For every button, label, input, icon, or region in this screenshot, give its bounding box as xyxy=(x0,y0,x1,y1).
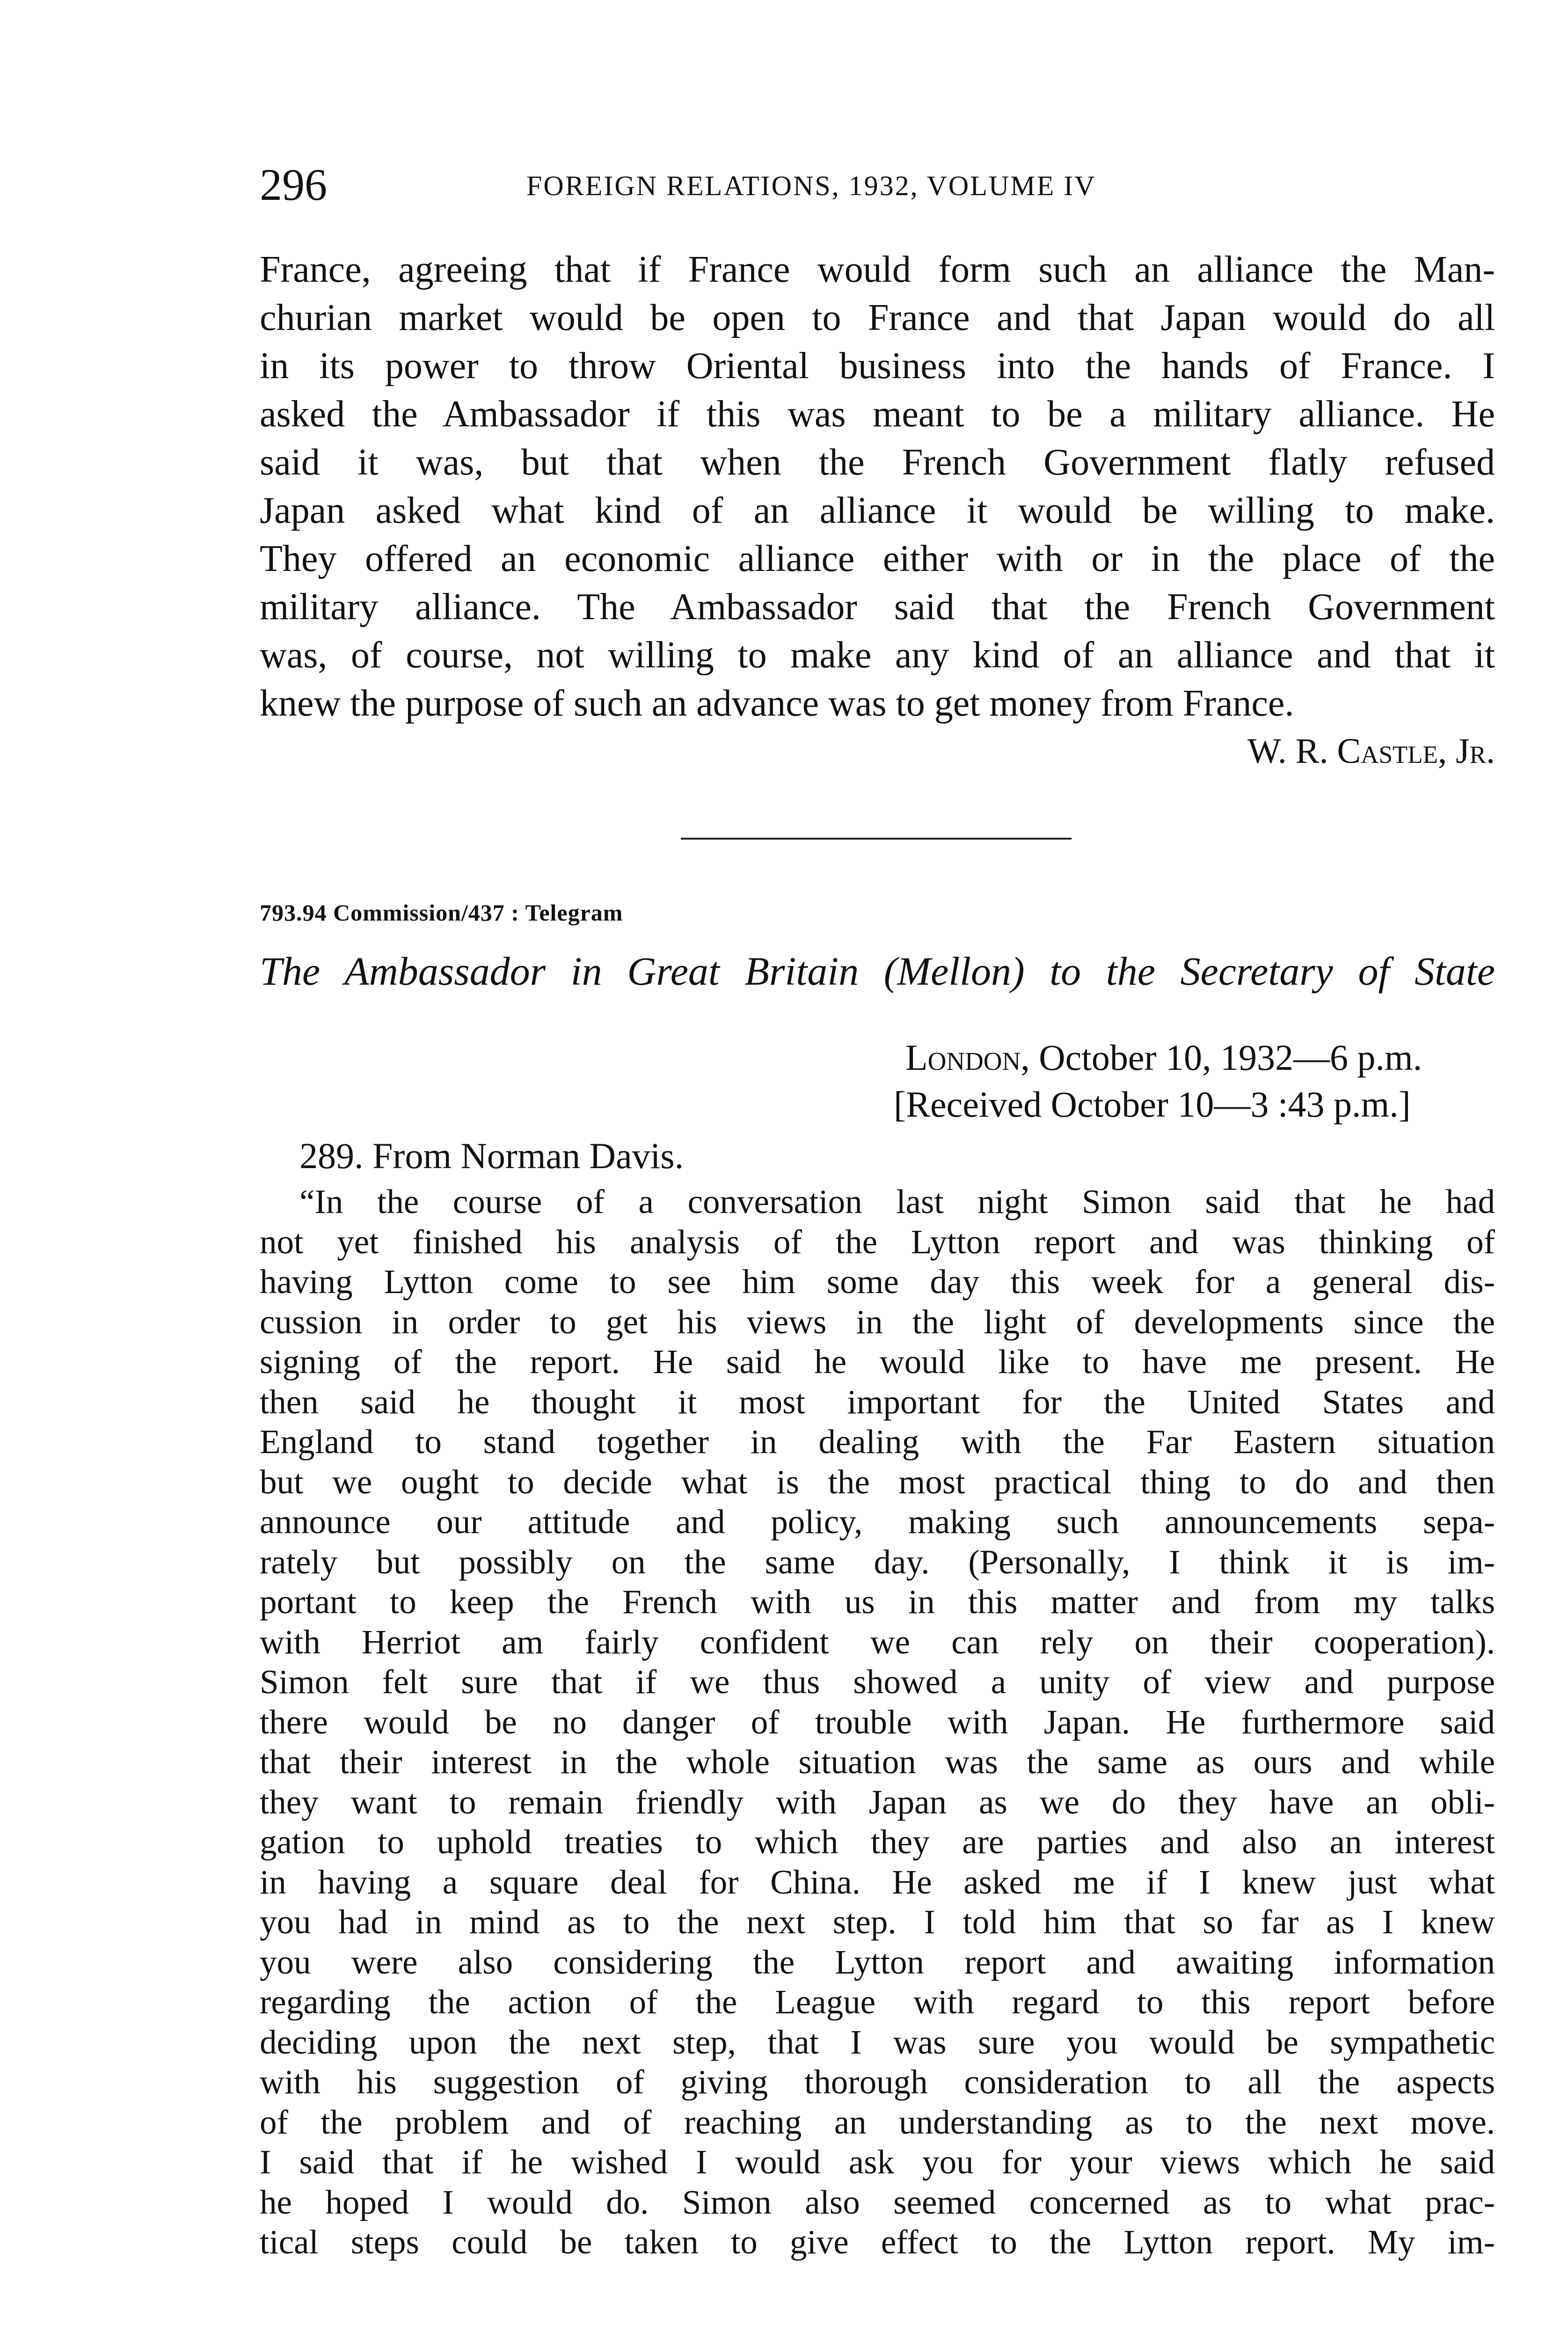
body-line: deciding upon the next step, that I was sure you would be sympathetic xyxy=(260,2023,1495,2061)
body-line: you were also considering the Lytton report and awaiting information xyxy=(260,1943,1495,1981)
body-line: in having a square deal for China. He asked me if I knew just what xyxy=(260,1863,1495,1901)
body-line: portant to keep the French with us in this matter and from my talks xyxy=(260,1583,1495,1621)
dateline xyxy=(905,1034,1422,1081)
body-line: they want to remain friendly with Japan as we do they have an obli- xyxy=(260,1783,1495,1821)
paragraph-line: in its power to throw Oriental business into the hands of France. I xyxy=(260,345,1495,387)
paragraph-line: Japan asked what kind of an alliance it would be willing to make. xyxy=(260,490,1495,531)
telegram-body xyxy=(260,1182,1495,2262)
received-note: [Received October 10—3 :43 p.m.] xyxy=(894,1084,1411,1125)
body-line: of the problem and of reaching an understanding as to the next move. xyxy=(260,2103,1495,2141)
body-line: but we ought to decide what is the most practical thing to do and then xyxy=(260,1462,1495,1501)
body-line: that their interest in the whole situation was the same as ours and while xyxy=(260,1743,1495,1781)
signature: W. R. Castle, Jr. xyxy=(1247,731,1495,771)
paragraph-line: military alliance. The Ambassador said that the French Government xyxy=(260,586,1495,628)
body-line: with his suggestion of giving thorough consideration to all the aspects xyxy=(260,2063,1495,2101)
body-line: signing of the report. He said he would like to have me present. He xyxy=(260,1343,1495,1381)
continued-paragraph xyxy=(260,246,1495,728)
body-line: he hoped I would do. Simon also seemed concerned as to what prac- xyxy=(260,2183,1495,2221)
paragraph-line: churian market would be open to France and that Japan would do all xyxy=(260,297,1495,338)
paragraph-line: was, of course, not willing to make any kind of an alliance and that it xyxy=(260,635,1495,676)
body-line: tical steps could be taken to give effect to the Lytton report. My im- xyxy=(260,2223,1495,2261)
paragraph-line: They offered an economic alliance either with or in the place of the xyxy=(260,538,1495,579)
body-line: Simon felt sure that if we thus showed a unity of view and purpose xyxy=(260,1663,1495,1701)
body-line: having Lytton come to see him some day this week for a general dis- xyxy=(260,1263,1495,1301)
page-number: 296 xyxy=(260,160,327,210)
body-line: cussion in order to get his views in the light of developments since the xyxy=(260,1302,1495,1341)
body-line: not yet finished his analysis of the Lytton report and was thinking of xyxy=(260,1222,1495,1261)
body-line: announce our attitude and policy, making such announcements sepa- xyxy=(260,1503,1495,1541)
section-divider xyxy=(681,838,1072,840)
body-line: “In the course of a conversation last night Simon said that he had xyxy=(299,1183,1495,1221)
paragraph-line: said it was, but that when the French Government flatly refused xyxy=(260,442,1495,483)
body-line: there would be no danger of trouble with Japan. He furthermore said xyxy=(260,1703,1495,1741)
message-number: 289. From Norman Davis. xyxy=(299,1135,684,1176)
body-line: regarding the action of the League with regard to this report before xyxy=(260,1983,1495,2021)
paragraph-line: France, agreeing that if France would form such an alliance the Man- xyxy=(260,249,1495,290)
paragraph-line: asked the Ambassador if this was meant to be a military alliance. He xyxy=(260,394,1495,435)
body-line: I said that if he wished I would ask you for your views which he said xyxy=(260,2143,1495,2181)
body-line: you had in mind as to the next step. I told him that so far as I knew xyxy=(260,1903,1495,1941)
body-line: England to stand together in dealing with the Far Eastern situation xyxy=(260,1423,1495,1461)
running-head xyxy=(260,159,1495,211)
dateline-place: London xyxy=(905,1037,1021,1078)
paragraph-line: knew the purpose of such an advance was to get money from France. xyxy=(260,683,1294,724)
body-line: with Herriot am fairly confident we can rely on their cooperation). xyxy=(260,1623,1495,1661)
dateline-date: , October 10, 1932—6 p.m. xyxy=(1021,1037,1422,1078)
journal-title: FOREIGN RELATIONS, 1932, VOLUME IV xyxy=(526,170,1096,201)
body-line: gation to uphold treaties to which they are parties and also an interest xyxy=(260,1823,1495,1861)
file-reference: 793.94 Commission/437 : Telegram xyxy=(260,899,623,926)
document-title: The Ambassador in Great Britain (Mellon) to the Secretary of State xyxy=(260,949,1495,994)
body-line: rately but possibly on the same day. (Personally, I think it is im- xyxy=(260,1543,1495,1581)
body-line: then said he thought it most important for the United States and xyxy=(260,1382,1495,1421)
